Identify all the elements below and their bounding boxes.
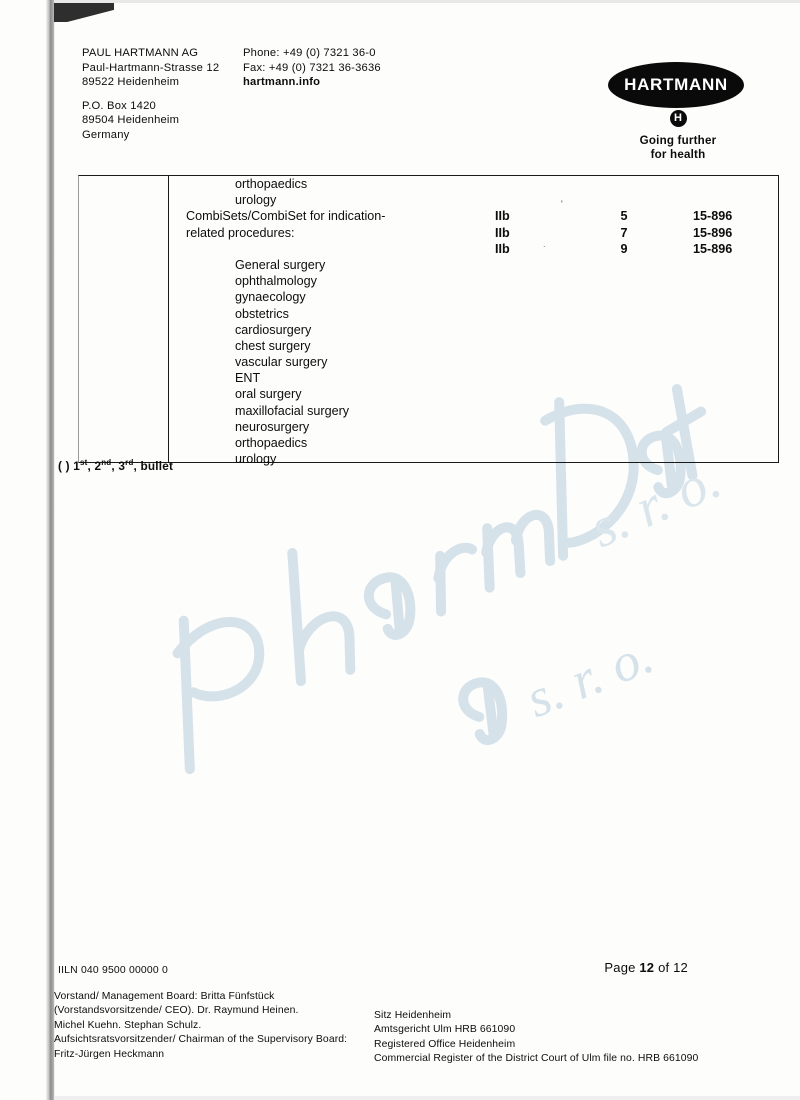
page-current: 12: [639, 960, 655, 975]
table-cell-number: 9: [620, 241, 628, 256]
table-cell-number: 7: [620, 225, 628, 240]
table-cell-class: IIb: [495, 225, 510, 240]
stray-mark: ': [561, 199, 563, 209]
table-row: [169, 289, 780, 305]
table-cell-label: urology: [235, 193, 277, 208]
svg-text:s. r. o.: s. r. o.: [517, 624, 662, 729]
board-line: Vorstand/ Management Board: Britta Fünfstück: [54, 991, 275, 1002]
company-pobox-city: 89504 Heidenheim: [82, 114, 180, 127]
footnote-prefix: ( ) 1: [58, 458, 80, 473]
table-row: [169, 338, 780, 354]
indication-table: [168, 175, 779, 467]
iln-number: IILN 040 9500 00000 0: [58, 965, 168, 976]
table-row: [169, 241, 780, 257]
registry-block: [374, 1009, 698, 1067]
registry-line: Amtsgericht Ulm HRB 661090: [374, 1024, 516, 1036]
table-cell-number: 5: [620, 209, 628, 224]
table-row: [169, 208, 780, 224]
management-board-block: [54, 990, 347, 1062]
table-cell-label: ophthalmology: [235, 274, 317, 289]
table-cell-label: gynaecology: [235, 290, 306, 305]
table-row: [169, 370, 780, 386]
svg-text:s. r. o.: s. r. o.: [580, 448, 730, 560]
stray-mark-2: .: [543, 239, 546, 249]
logo-tagline-line1: Going further: [639, 134, 717, 147]
table-row: [169, 225, 780, 241]
table-row: [169, 306, 780, 322]
logo-wordmark: HARTMANN: [608, 62, 744, 108]
footnote-suffix: , bullet: [133, 458, 174, 473]
registry-line: Sitz Heidenheim: [374, 1010, 452, 1021]
registry-line: Registered Office Heidenheim: [374, 1038, 516, 1050]
footnote-sup-3: rd: [125, 458, 134, 467]
registry-line: Commercial Register of the District Court of Ulm file no. HRB 661090: [374, 1053, 699, 1065]
table-row: [169, 322, 780, 338]
company-contact: [243, 46, 381, 90]
company-name: PAUL HARTMANN AG: [82, 47, 199, 59]
table-row: [169, 451, 780, 467]
table-row: [169, 435, 780, 451]
table-cell-label: orthopaedics: [235, 177, 308, 191]
table-left-stub-column: [78, 175, 169, 463]
table-cell-label: cardiosurgery: [235, 322, 312, 337]
board-line: Aufsichtsratsvorsitzender/ Chairman of the Supervisory Board:: [54, 1034, 348, 1046]
table-cell-code: 15-896: [693, 241, 733, 256]
table-cell-class: IIb: [495, 209, 510, 224]
board-line: (Vorstandsvorsitzende/ CEO). Dr. Raymund Heinen.: [54, 1005, 299, 1017]
footnote: [58, 458, 173, 473]
footnote-sup-1: st: [79, 458, 88, 467]
table-cell-code: 15-896: [693, 209, 733, 224]
table-cell-label: CombiSets/CombiSet for indication-: [186, 209, 386, 224]
table-cell-label: neurosurgery: [235, 419, 310, 434]
company-country: Germany: [82, 128, 130, 141]
board-line: Fritz-Jürgen Heckmann: [54, 1048, 165, 1060]
footnote-mid-1: , 2: [87, 458, 102, 473]
contact-website: hartmann.info: [243, 76, 321, 89]
table-cell-label: chest surgery: [235, 338, 311, 353]
table-body: [169, 176, 780, 467]
table-row: [169, 192, 780, 208]
company-pobox: P.O. Box 1420: [82, 99, 156, 112]
table-cell-label: vascular surgery: [235, 355, 328, 370]
page-label-middle: of: [658, 960, 670, 975]
table-row: [169, 176, 780, 192]
page-label-prefix: Page: [604, 960, 636, 975]
logo-tagline-line2: for health: [650, 148, 706, 161]
table-row: [169, 354, 780, 370]
table-row: [169, 273, 780, 289]
table-row: [169, 257, 780, 273]
footnote-mid-2: , 3: [111, 458, 126, 473]
table-cell-label: General surgery: [235, 257, 326, 272]
page-number: [604, 960, 688, 975]
logo-monogram-icon: H: [670, 110, 687, 127]
footnote-sup-2: nd: [101, 458, 112, 467]
table-cell-label: oral surgery: [235, 387, 302, 402]
hartmann-logo: [608, 62, 748, 162]
table-cell-label: urology: [235, 452, 277, 467]
table-cell-class: IIb: [495, 241, 510, 256]
table-cell-code: 15-896: [693, 225, 733, 240]
board-line: Michel Kuehn. Stephan Schulz.: [54, 1019, 202, 1031]
table-row: [169, 419, 780, 435]
table-cell-label: maxillofacial surgery: [235, 403, 350, 418]
table-cell-label: ENT: [235, 371, 261, 386]
table-cell-label: obstetrics: [235, 306, 289, 321]
company-street: Paul-Hartmann-Strasse 12: [82, 61, 220, 74]
table-cell-label: related procedures:: [186, 225, 295, 240]
table-row: [169, 386, 780, 402]
company-city: 89522 Heidenheim: [82, 76, 180, 89]
table-row: [169, 403, 780, 419]
contact-fax: Fax: +49 (0) 7321 36-3636: [243, 61, 381, 74]
page-total: 12: [673, 960, 688, 975]
contact-phone: Phone: +49 (0) 7321 36-0: [243, 47, 376, 59]
company-address: [82, 46, 219, 143]
table-cell-label: orthopaedics: [235, 436, 308, 450]
